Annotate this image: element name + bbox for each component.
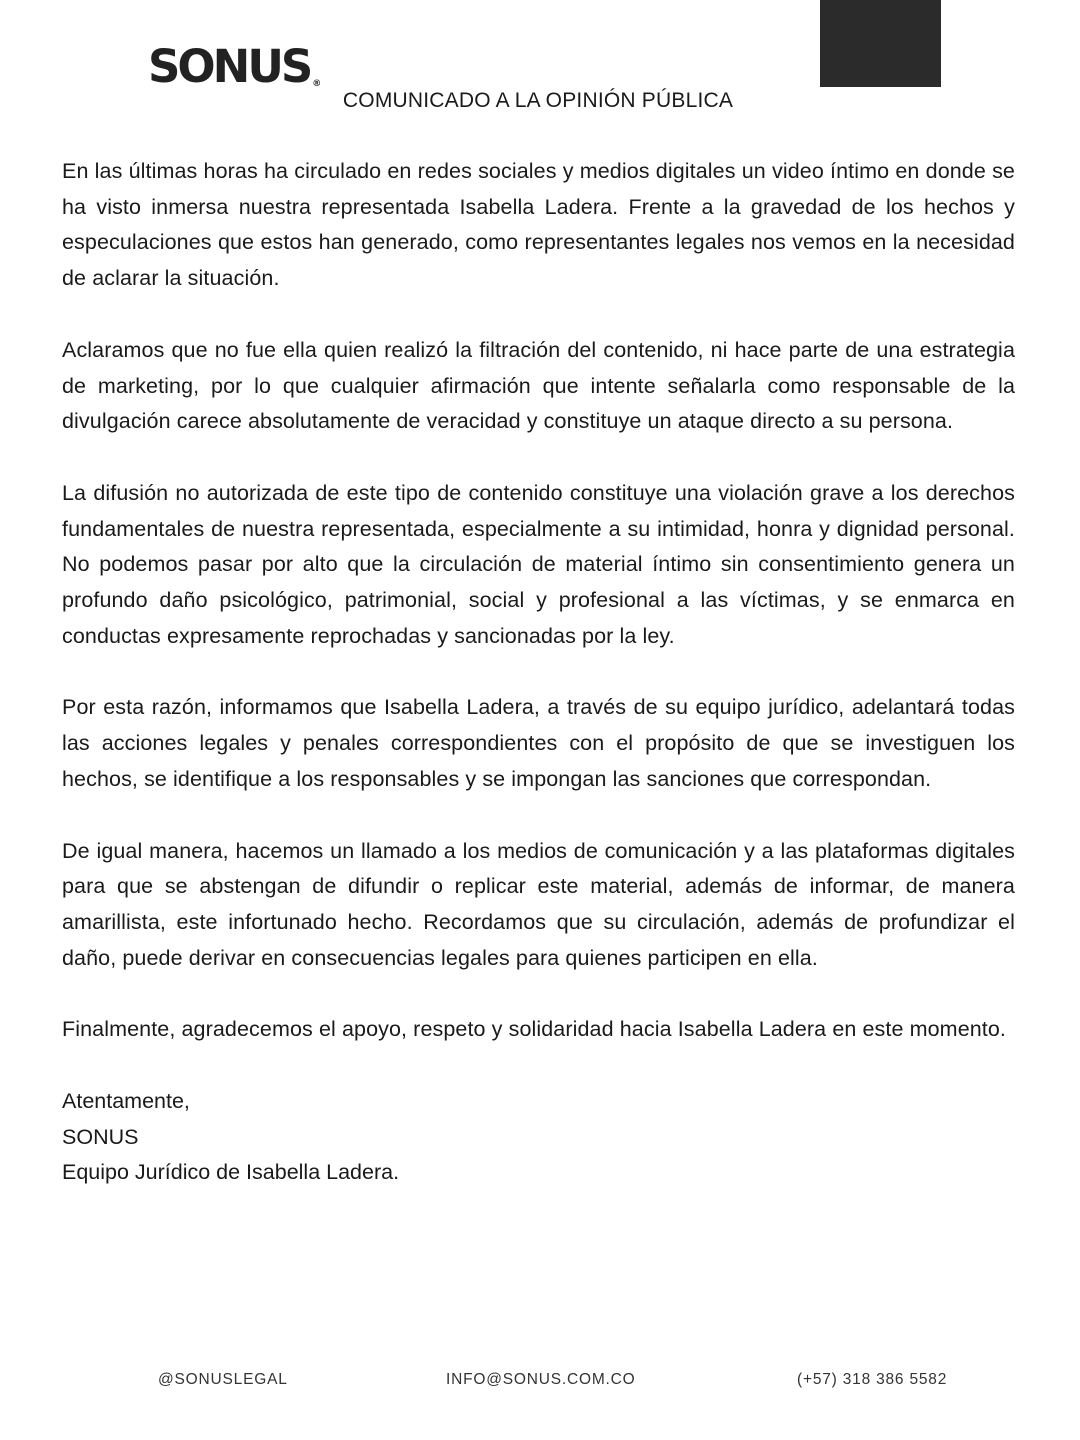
paragraph-5: De igual manera, hacemos un llamado a los medios de comunicación y a las plataformas digitales para que se abstengan de difundir o replicar este material, además de informar, de manera amarillista, este infortunado hecho. Recordamos que su circulación, además de profundizar el daño, puede derivar en consecuencias legales para quienes participen en ella. <box>62 838 1015 970</box>
logo-wordmark: SONUS <box>148 40 311 93</box>
paragraph-6: Finalmente, agradecemos el apoyo, respeto y solidaridad hacia Isabella Ladera en este momento. <box>62 1017 1007 1042</box>
footer-email[interactable]: INFO@SONUS.COM.CO <box>446 1371 636 1388</box>
statement-body <box>62 154 1015 1191</box>
paragraph-2: Aclaramos que no fue ella quien realizó la filtración del contenido, ni hace parte de una estrategia de marketing, por lo que cualquier afirmación que intente señalarla como responsable de la divulgación carece absolutamente de veracidad y constituye un ataque directo a su persona. <box>62 337 1015 434</box>
registered-mark: ® <box>312 79 322 89</box>
contact-footer <box>0 1371 1080 1393</box>
legal-team-line: Equipo Jurídico de Isabella Ladera. <box>62 1160 400 1185</box>
footer-phone[interactable]: (+57) 318 386 5582 <box>797 1371 948 1388</box>
company-name: SONUS <box>62 1124 139 1149</box>
footer-social-handle[interactable]: @SONUSLEGAL <box>158 1371 288 1388</box>
closing-line: Atentamente, <box>62 1089 190 1114</box>
paragraph-4: Por esta razón, informamos que Isabella Ladera, a través de su equipo jurídico, adelantará todas las acciones legales y penales correspondientes con el propósito de que se investiguen los hechos, se identifique a los responsables y se impongan las sanciones que correspondan. <box>62 695 1015 791</box>
signature-block <box>62 1084 1015 1191</box>
paragraph-3: La difusión no autorizada de este tipo de contenido constituye una violación grave a los derechos fundamentales de nuestra representada, especialmente a su intimidad, honra y dignidad personal. No podemos pasar por alto que la circulación de material íntimo sin consentimiento genera un profundo daño psicológico, patrimonial, social y profesional a las víctimas, y se enmarca en conductas expresamente reprochadas y sancionadas por la ley. <box>62 480 1015 648</box>
header-dark-block <box>820 0 941 87</box>
paragraph-1: En las últimas horas ha circulado en redes sociales y medios digitales un video íntimo en donde se ha visto inmersa nuestra representada Isabella Ladera. Frente a la gravedad de los hechos y especulaciones que estos han generado, como representantes legales nos vemos en la necesidad de aclarar la situación. <box>62 159 1015 291</box>
document-title: COMUNICADO A LA OPINIÓN PÚBLICA <box>342 89 734 112</box>
sonus-logo <box>148 40 322 93</box>
